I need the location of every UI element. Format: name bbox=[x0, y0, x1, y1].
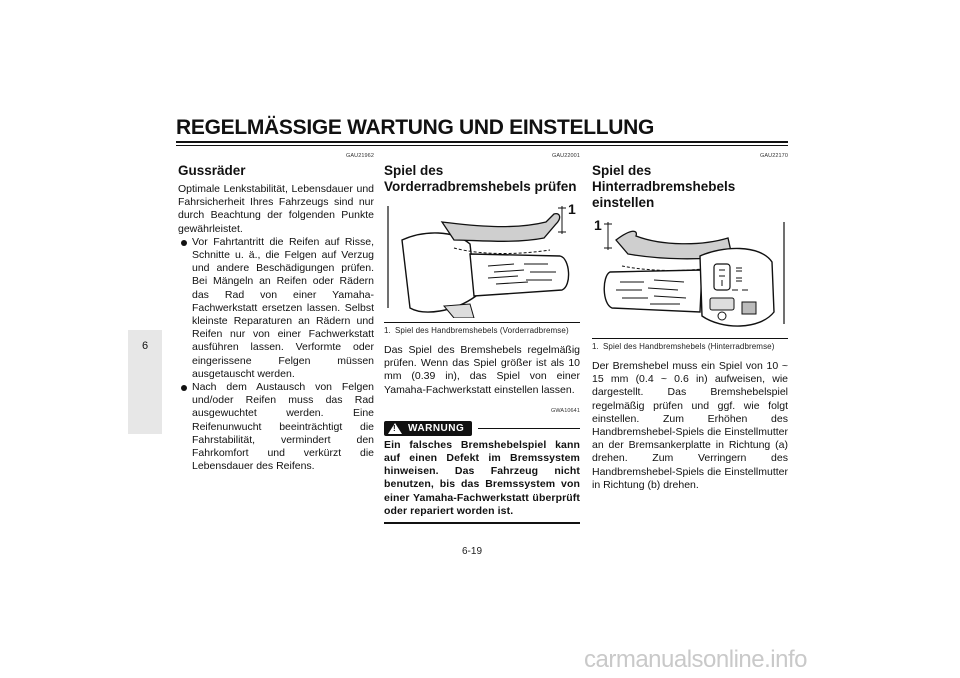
caption-number: 1. bbox=[384, 326, 391, 335]
figure-caption bbox=[592, 342, 788, 352]
section-heading: Gussräder bbox=[178, 163, 246, 178]
warning-code: GWA10641 bbox=[550, 407, 580, 414]
column-front-brake bbox=[384, 152, 580, 524]
bullet-item bbox=[178, 236, 374, 381]
title-rule bbox=[176, 141, 788, 143]
bullet-text: Nach dem Austausch von Felgen und/oder Reifen muss das Rad ausgewuchtet werden. Eine Reifenunwucht beeinträchtigt die Fahrstabilität, vermindert den Fahrkomfort und verkürzt die Lebensdauer des Reifens. bbox=[192, 381, 374, 473]
bullet-item bbox=[178, 381, 374, 473]
warning-header bbox=[384, 421, 580, 436]
intro-paragraph: Optimale Lenkstabilität, Lebensdauer und Fahrsicherheit Ihres Fahrzeugs sind nur durch Beachtung der folgenden Punkte gewährleistet. bbox=[178, 183, 374, 235]
figure-caption bbox=[384, 326, 580, 336]
warning-rule bbox=[478, 428, 580, 429]
section-heading: Spiel des Vorderradbremshebels prüfen bbox=[384, 163, 577, 194]
warning-label: WARNUNG bbox=[408, 422, 465, 434]
warning-triangle-icon bbox=[388, 423, 402, 434]
bullet-dot-icon bbox=[181, 385, 187, 391]
title-rule-thin bbox=[176, 145, 788, 146]
figure-callout-number: 1 bbox=[568, 201, 576, 217]
section-code: GAU21962 bbox=[345, 153, 374, 159]
page-title: REGELMÄSSIGE WARTUNG UND EINSTELLUNG bbox=[176, 116, 655, 139]
section-code: GAU22001 bbox=[551, 153, 580, 159]
column-gussraeder bbox=[178, 152, 374, 473]
caption-text: Spiel des Handbremshebels (Hinterradbremse) bbox=[603, 342, 775, 351]
column-rear-brake bbox=[592, 152, 788, 492]
warning-text: Ein falsches Bremshebelspiel kann auf einen Defekt im Bremssystem hinweisen. Das Fahrzeug nicht benutzen, bis das Bremssystem von einer Yamaha-Fachwerkstatt überprüft oder repariert worden ist. bbox=[384, 438, 580, 517]
section-heading: Spiel des Hinterradbremshebels einstellen bbox=[592, 163, 736, 210]
front-brake-lever-figure bbox=[384, 200, 580, 318]
warning-end-rule bbox=[384, 522, 580, 524]
figure-callout-number: 1 bbox=[594, 217, 602, 233]
body-paragraph: Der Bremshebel muss ein Spiel von 10 ~ 15 mm (0.4 ~ 0.6 in) aufweisen, wie dargestellt. Das Bremshebelspiel regelmäßig prüfen und ggf. wie folgt einstellen. Zum Erhöhen des Handbremshebel-Spiels die Einstellmutter an der Bremsankerplatte in Richtung (a) drehen. Zum Verringern des Handbremshebel-Spiels die Einstellmutter in Richtung (b) drehen. bbox=[592, 360, 788, 491]
chapter-number: 6 bbox=[141, 340, 149, 352]
bullet-text: Vor Fahrtantritt die Reifen auf Risse, Schnitte u. ä., die Felgen auf Verzug und andere Beschädigungen prüfen. Bei Mängeln an Reifen oder Rädern das Rad von einer Yamaha-Fachwerkstatt ersetzen lassen. Selbst kleinste Reparaturen an Rädern und Reifen nur von einer Fachwerkstatt ausführen lassen. Verformte oder eingerissene Felgen müssen ausgetauscht werden. bbox=[192, 235, 374, 380]
caption-text: Spiel des Handbremshebels (Vorderradbremse) bbox=[395, 326, 569, 335]
caption-number: 1. bbox=[592, 342, 599, 351]
watermark: carmanualsonline.info bbox=[584, 646, 807, 673]
front-brake-lever-drawing bbox=[384, 200, 580, 318]
rear-brake-lever-drawing bbox=[592, 216, 788, 334]
rear-brake-lever-figure bbox=[592, 216, 788, 334]
page-number: 6-19 bbox=[462, 546, 483, 557]
bullet-dot-icon bbox=[181, 240, 187, 246]
warning-badge bbox=[384, 421, 472, 436]
caption-rule bbox=[592, 338, 788, 339]
body-paragraph: Das Spiel des Bremshebels regelmäßig prüfen. Wenn das Spiel größer ist als 10 mm (0.39 in), das Spiel von einer Yamaha-Fachwerkstatt einstellen lassen. bbox=[384, 344, 580, 396]
section-code: GAU22170 bbox=[759, 153, 788, 159]
caption-rule bbox=[384, 322, 580, 323]
